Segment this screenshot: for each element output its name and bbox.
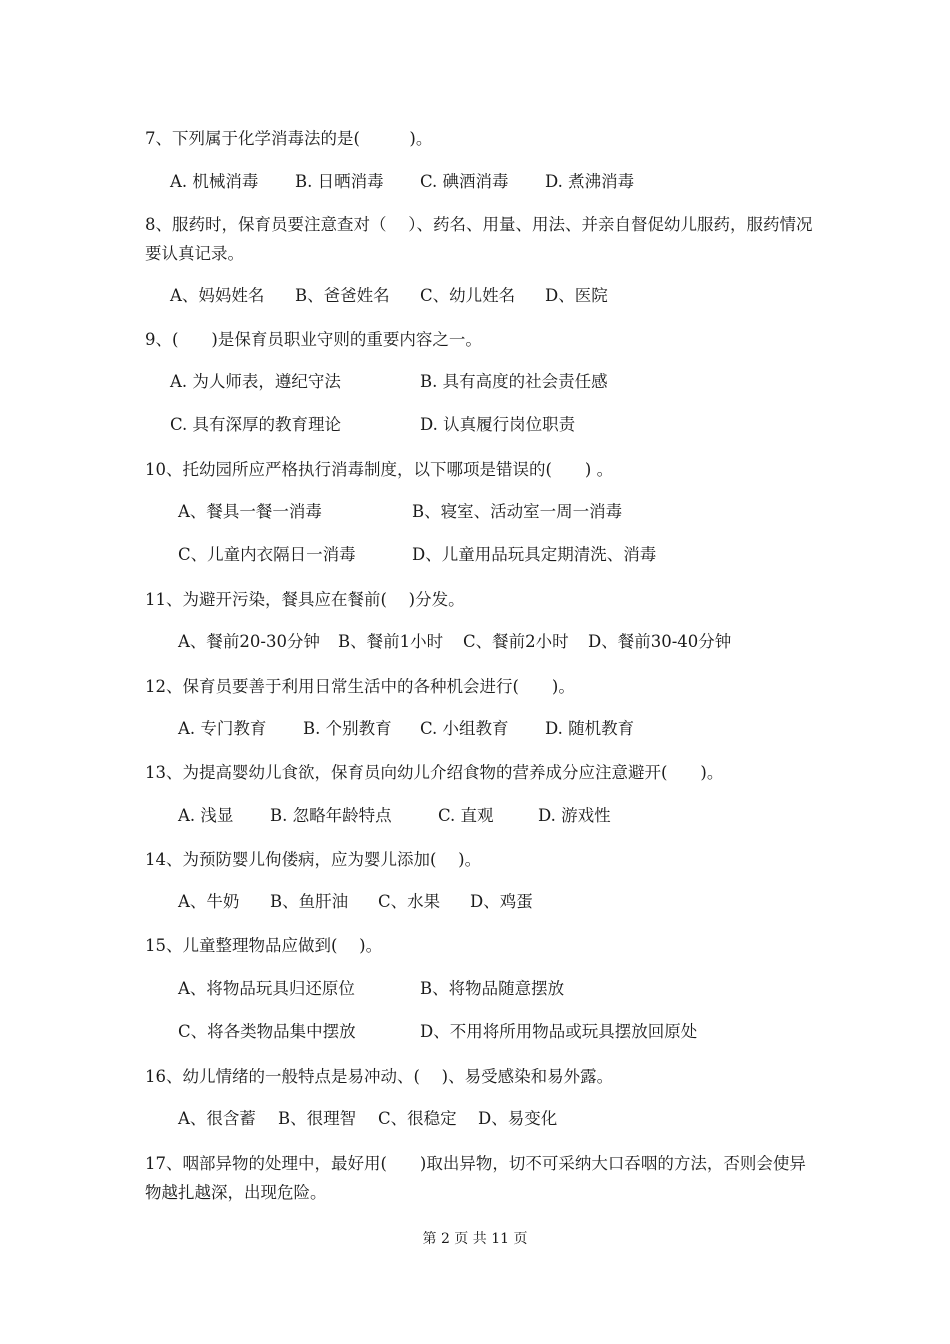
q14-option-d: D、鸡蛋	[470, 892, 533, 911]
q16-option-c: C、很稳定	[378, 1109, 457, 1128]
q10-option-c: C、儿童内衣隔日一消毒	[178, 545, 356, 564]
q13-option-d: D. 游戏性	[538, 806, 611, 825]
q10-option-b: B、寝室、活动室一周一消毒	[412, 502, 623, 521]
question-14: 14、为预防婴儿佝偻病，应为婴儿添加( )。	[145, 850, 482, 869]
q7-option-d: D. 煮沸消毒	[545, 172, 635, 191]
q11-option-a: A、餐前20-30分钟	[178, 632, 320, 651]
question-11: 11、为避开污染，餐具应在餐前( )分发。	[145, 590, 465, 609]
q7-option-a: A. 机械消毒	[170, 172, 259, 191]
q13-option-a: A. 浅显	[178, 806, 234, 825]
q9-option-d: D. 认真履行岗位职责	[420, 415, 576, 434]
q15-option-d: D、不用将所用物品或玩具摆放回原处	[420, 1022, 698, 1041]
q13-option-c: C. 直观	[438, 806, 494, 825]
q8-option-c: C、幼儿姓名	[420, 286, 516, 305]
q9-option-a: A. 为人师表，遵纪守法	[170, 372, 341, 391]
question-17: 17、咽部异物的处理中，最好用( )取出异物，切不可采纳大口吞咽的方法，否则会使异物越扎越深，出现危险。	[145, 1154, 806, 1202]
question-16: 16、幼儿情绪的一般特点是易冲动、( )、易受感染和易外露。	[145, 1067, 614, 1086]
question-15: 15、儿童整理物品应做到( )。	[145, 936, 383, 955]
q13-option-b: B. 忽略年龄特点	[270, 806, 392, 825]
question-8: 8、服药时，保育员要注意查对（ ）、药名、用量、用法、并亲自督促幼儿服药，服药情况要认真记录。	[145, 215, 813, 263]
q7-option-b: B. 日晒消毒	[295, 172, 384, 191]
q14-option-c: C、水果	[378, 892, 441, 911]
q15-option-b: B、将物品随意摆放	[420, 979, 565, 998]
q9-option-c: C. 具有深厚的教育理论	[170, 415, 342, 434]
question-9: 9、( )是保育员职业守则的重要内容之一。	[145, 330, 482, 349]
q10-option-d: D、儿童用品玩具定期清洗、消毒	[412, 545, 657, 564]
q12-option-c: C. 小组教育	[420, 719, 509, 738]
q12-option-d: D. 随机教育	[545, 719, 635, 738]
q12-option-b: B. 个别教育	[303, 719, 392, 738]
q16-option-d: D、易变化	[478, 1109, 558, 1128]
q14-option-b: B、鱼肝油	[270, 892, 349, 911]
q14-option-a: A、牛奶	[178, 892, 240, 911]
q16-option-b: B、很理智	[278, 1109, 357, 1128]
q16-option-a: A、很含蓄	[178, 1109, 256, 1128]
question-7: 7、下列属于化学消毒法的是( )。	[145, 129, 433, 148]
q15-option-c: C、将各类物品集中摆放	[178, 1022, 356, 1041]
page-footer: 第 2 页 共 11 页	[422, 1231, 528, 1247]
q12-option-a: A. 专门教育	[178, 719, 267, 738]
q7-option-c: C. 碘酒消毒	[420, 172, 509, 191]
q10-option-a: A、餐具一餐一消毒	[178, 502, 322, 521]
question-10: 10、托幼园所应严格执行消毒制度，以下哪项是错误的( ) 。	[145, 460, 614, 479]
q8-option-d: D、医院	[545, 286, 608, 305]
q11-option-d: D、餐前30-40分钟	[588, 632, 732, 651]
q11-option-c: C、餐前2小时	[463, 632, 569, 651]
q11-option-b: B、餐前1小时	[338, 632, 444, 651]
q9-option-b: B. 具有高度的社会责任感	[420, 372, 608, 391]
question-13: 13、为提高婴幼儿食欲，保育员向幼儿介绍食物的营养成分应注意避开( )。	[145, 763, 724, 782]
q8-option-a: A、妈妈姓名	[170, 286, 265, 305]
question-12: 12、保育员要善于利用日常生活中的各种机会进行( )。	[145, 677, 575, 696]
q8-option-b: B、爸爸姓名	[295, 286, 390, 305]
q15-option-a: A、将物品玩具归还原位	[178, 979, 355, 998]
